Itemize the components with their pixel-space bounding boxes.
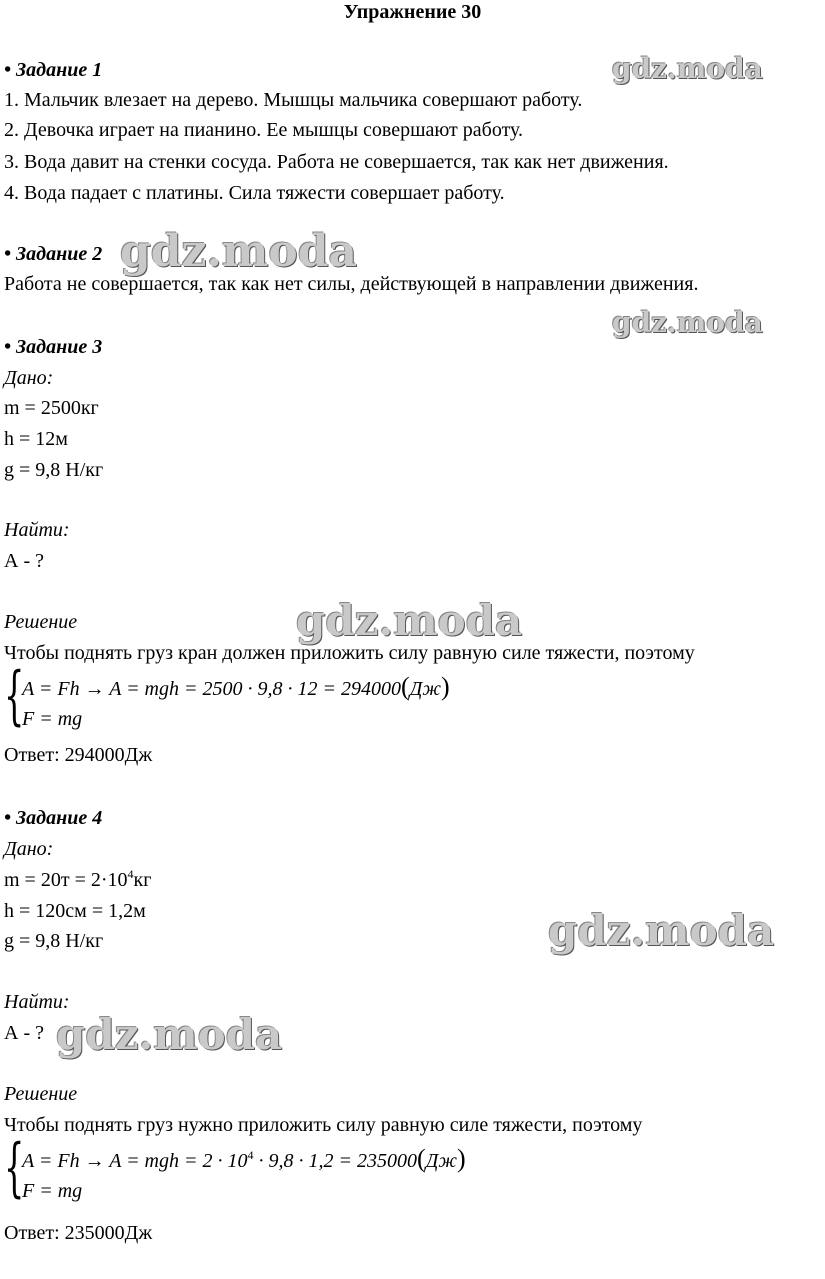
task1-line-2: 2. Девочка играет на пианино. Ее мышцы совершают работу.: [4, 119, 524, 141]
task3-answer: Ответ: 294000Дж: [4, 744, 153, 766]
task4-given-m: [4, 868, 151, 892]
task4-given-label: Дано:: [4, 838, 54, 860]
task1-line-3: 3. Вода давит на стенки сосуда. Работа не совершается, так как нет движения.: [4, 151, 669, 173]
task4-given-m-exponent: 4: [127, 867, 134, 881]
task3-equation-2-text: F = mg: [22, 708, 83, 730]
task4-equation-2: [22, 1178, 82, 1204]
task4-heading: • Задание 4: [4, 807, 103, 829]
task3-equation-system: [4, 659, 524, 734]
task3-given-label: Дано:: [4, 367, 54, 389]
task4-equation-1-unit: Дж: [425, 1150, 457, 1172]
task3-find: А - ?: [4, 550, 44, 572]
task4-given-m-base: m = 20т = 2·10: [4, 869, 128, 891]
brace-symbol: {: [4, 1131, 25, 1205]
page-title: Упражнение 30: [343, 1, 482, 23]
task4-find: А - ?: [4, 1022, 44, 1044]
watermark-logo: gdz.moda: [56, 1010, 283, 1059]
task2-heading: • Задание 2: [4, 243, 103, 265]
watermark-logo: gdz.moda: [612, 52, 763, 85]
task3-given-g: g = 9,8 Н/кг: [4, 459, 104, 481]
task3-heading: • Задание 3: [4, 336, 103, 358]
task2-text: Работа не совершается, так как нет силы, действующей в направлении движения.: [4, 273, 699, 295]
watermark-logo: gdz.moda: [612, 306, 763, 339]
task3-given-h: h = 12м: [4, 428, 68, 450]
task4-solution-label: Решение: [4, 1083, 78, 1105]
task4-equation-1-part-b: · 9,8 · 1,2 = 235000: [253, 1150, 417, 1172]
watermark-logo: gdz.moda: [296, 596, 523, 645]
watermark-logo: gdz.moda: [120, 226, 358, 277]
task3-solution-label: Решение: [4, 611, 78, 633]
task1-heading: • Задание 1: [4, 59, 103, 81]
task4-given-m-unit: кг: [133, 869, 152, 891]
task3-equation-1: A = Fh → A = mgh = 2500 · 9,8 · 12 = 294000(Дж): [22, 672, 450, 701]
task3-given-m: m = 2500кг: [4, 397, 99, 419]
task1-line-4: 4. Вода падает с платины. Сила тяжести совершает работу.: [4, 182, 505, 204]
task4-solution-text: Чтобы поднять груз нужно приложить силу равную силе тяжести, поэтому: [4, 1114, 643, 1136]
watermark-logo: gdz.moda: [548, 906, 775, 955]
task4-find-label: Найти:: [4, 991, 70, 1013]
task4-answer: Ответ: 235000Дж: [4, 1222, 153, 1244]
task1-line-1: 1. Мальчик влезает на дерево. Мышцы мальчика совершают работу.: [4, 89, 583, 111]
task3-find-label: Найти:: [4, 519, 70, 541]
task4-equation-1-exponent: 4: [247, 1148, 254, 1162]
task4-equation-2-text: F = mg: [22, 1180, 83, 1202]
task3-equation-2: [22, 706, 82, 732]
brace-symbol: {: [4, 659, 25, 733]
task4-equation-1: A = Fh → A = mgh = $2 \cdot 10^4 \cdot 9,8 \cdot 1,2 = 235000(Дж)$: [22, 1144, 466, 1173]
task4-equation-1-part-a: A = Fh → A = mgh = 2 · 10: [22, 1150, 248, 1172]
task4-given-g: g = 9,8 Н/кг: [4, 930, 104, 952]
task3-solution-text: Чтобы поднять груз кран должен приложить силу равную силе тяжести, поэтому: [4, 642, 695, 664]
task4-equation-system: [4, 1131, 524, 1206]
task3-equation-1-main: A = Fh → A = mgh = 2500 · 9,8 · 12 = 294000: [22, 678, 401, 700]
task4-given-h: h = 120см = 1,2м: [4, 900, 146, 922]
task3-equation-1-unit: Дж: [409, 678, 441, 700]
